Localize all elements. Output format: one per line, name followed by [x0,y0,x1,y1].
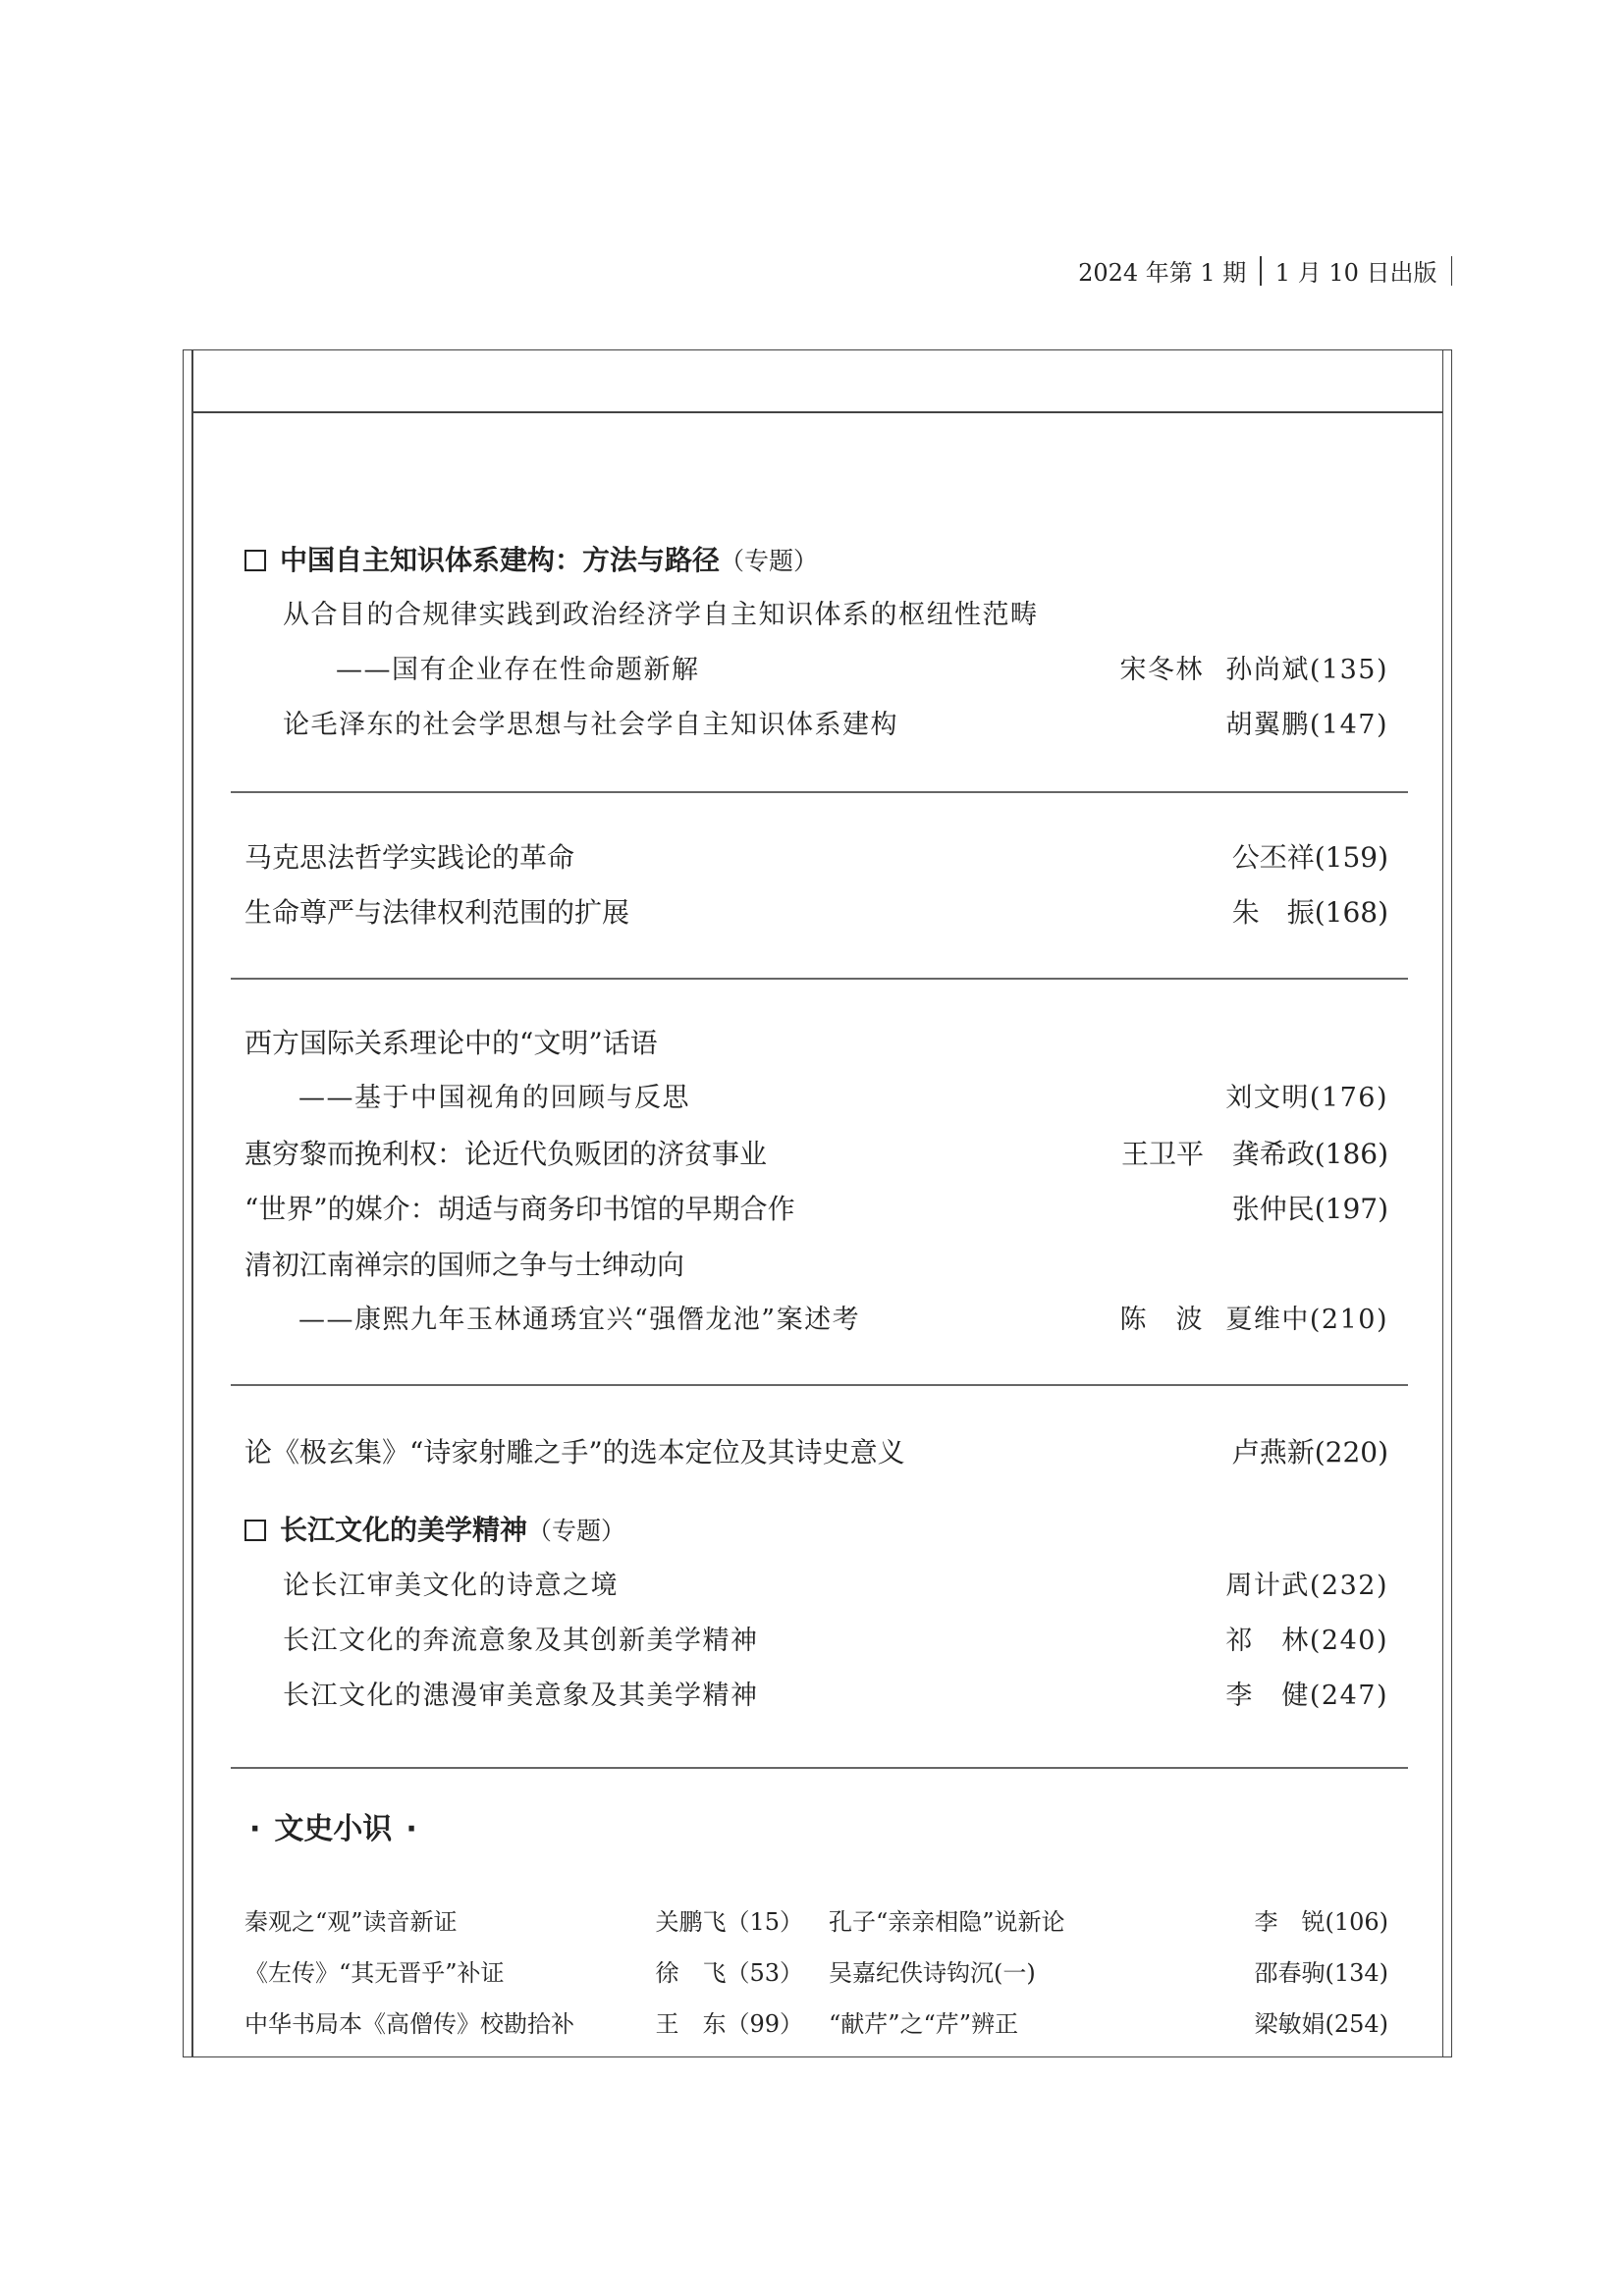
bullet-dot-icon: · [406,1812,417,1846]
column-article-author: 梁敏娟(254) [1254,2010,1388,2038]
article-author-page: 张仲民(197) [1231,1193,1388,1225]
article-subtitle: ——基于中国视角的回顾与反思 [298,1083,690,1113]
article-author-page: 龚希政(186) [1231,1138,1388,1170]
section-heading-2 [244,1509,1388,1552]
column-article-title[interactable]: 《左传》“其无晋乎”补证 [244,1959,505,1987]
toc-entry[interactable] [244,1620,1388,1663]
toc-entry[interactable] [244,594,1388,637]
column-article-author: 邵春驹(134) [1254,1959,1388,1987]
article-title: 西方国际关系理论中的“文明”话语 [244,1027,658,1059]
column-article-title[interactable]: 中华书局本《高僧传》校勘拾补 [244,2010,574,2038]
column-article-title[interactable]: “献芹”之“芹”辨正 [829,2010,1019,2038]
article-coauthor: 宋冬林 [1119,655,1204,685]
toc-entry[interactable] [244,836,1388,880]
article-author-page: 孙尚斌(135) [1225,655,1388,685]
article-author-page: 公丕祥(159) [1231,841,1388,874]
article-title: 长江文化的漶漫审美意象及其美学精神 [283,1681,759,1711]
frame-inner-right-line [1442,350,1444,2056]
header-separator [1260,256,1262,286]
article-title: 生命尊严与法律权利范围的扩展 [244,896,630,929]
article-subtitle: ——康熙九年玉林通琇宜兴“强僭龙池”案述考 [298,1305,861,1335]
article-title: 长江文化的奔流意象及其创新美学精神 [283,1626,759,1656]
toc-entry[interactable] [244,704,1388,747]
toc-entry[interactable] [244,891,1388,934]
toc-entry[interactable] [244,1565,1388,1608]
section-title: 长江文化的美学精神 [280,1514,528,1546]
toc-entry-subtitle[interactable] [244,1299,1388,1342]
column-heading [249,1804,431,1847]
issue-label: 2024 年第 1 期 [1078,259,1247,287]
column-title: 文史小识 [274,1812,393,1846]
section-divider [231,791,1408,793]
article-title: 惠穷黎而挽利权：论近代负贩团的济贫事业 [244,1138,768,1170]
column-article-title[interactable]: 孔子“亲亲相隐”说新论 [829,1908,1065,1936]
section-title: 中国自主知识体系建构：方法与路径 [280,544,721,576]
article-coauthor: 陈 波 [1119,1305,1204,1335]
column-article-title[interactable]: 秦观之“观”读音新证 [244,1908,458,1936]
bullet-dot-icon: · [249,1812,261,1846]
article-title: 马克思法哲学实践论的革命 [244,841,575,874]
column-article-author: 李 锐(106) [1254,1908,1388,1936]
publish-date: 1 月 10 日出版 [1274,259,1437,287]
toc-entry[interactable] [244,1133,1388,1176]
article-coauthor: 王卫平 [1120,1138,1204,1170]
section-heading-1 [244,539,1388,582]
article-author-page: 卢燕新(220) [1231,1436,1388,1468]
section-divider [231,1384,1408,1386]
section-divider [231,978,1408,980]
toc-entry[interactable] [244,1431,1388,1474]
article-author-page: 刘文明(176) [1225,1083,1388,1113]
toc-entry-subtitle[interactable] [244,1077,1388,1120]
article-subtitle: ——国有企业存在性命题新解 [336,655,700,685]
checkbox-square-icon [244,1520,266,1541]
column-row [244,2004,1388,2044]
section-note: （专题） [527,1517,626,1545]
checkbox-square-icon [244,550,266,571]
article-author-page: 朱 振(168) [1231,896,1388,929]
article-title: “世界”的媒介：胡适与商务印书馆的早期合作 [244,1193,795,1225]
column-row [244,1953,1388,1993]
toc-entry[interactable] [244,1675,1388,1718]
toc-entry-subtitle[interactable] [244,649,1388,692]
section-divider [231,1767,1408,1769]
article-title: 论《极玄集》“诗家射雕之手”的选本定位及其诗史意义 [244,1436,905,1468]
column-article-author: 关鹏飞（15） [655,1908,803,1936]
article-author-page: 李 健(247) [1225,1681,1388,1711]
toc-entry[interactable] [244,1022,1388,1065]
column-article-author: 徐 飞（53） [655,1959,803,1987]
article-author-page: 胡翼鹏(147) [1225,710,1388,740]
header-separator-end [1451,256,1453,286]
article-author-page: 周计武(232) [1225,1571,1388,1601]
article-author-page: 祁 林(240) [1225,1626,1388,1656]
article-author-page: 夏维中(210) [1225,1305,1388,1335]
column-article-title[interactable]: 吴嘉纪佚诗钩沉(一) [829,1959,1036,1987]
section-note: （专题） [720,547,819,575]
frame-inner-left-line [191,350,193,2056]
column-article-author: 王 东（99） [655,2010,803,2038]
column-row [244,1902,1388,1942]
toc-entry[interactable] [244,1244,1388,1287]
article-title: 清初江南禅宗的国师之争与士绅动向 [244,1249,685,1281]
article-title: 从合目的合规律实践到政治经济学自主知识体系的枢纽性范畴 [283,600,1039,630]
issue-header [1078,253,1452,288]
toc-entry[interactable] [244,1188,1388,1231]
article-title: 论毛泽东的社会学思想与社会学自主知识体系建构 [283,710,898,740]
frame-top-rule [191,411,1443,413]
article-title: 论长江审美文化的诗意之境 [283,1571,619,1601]
